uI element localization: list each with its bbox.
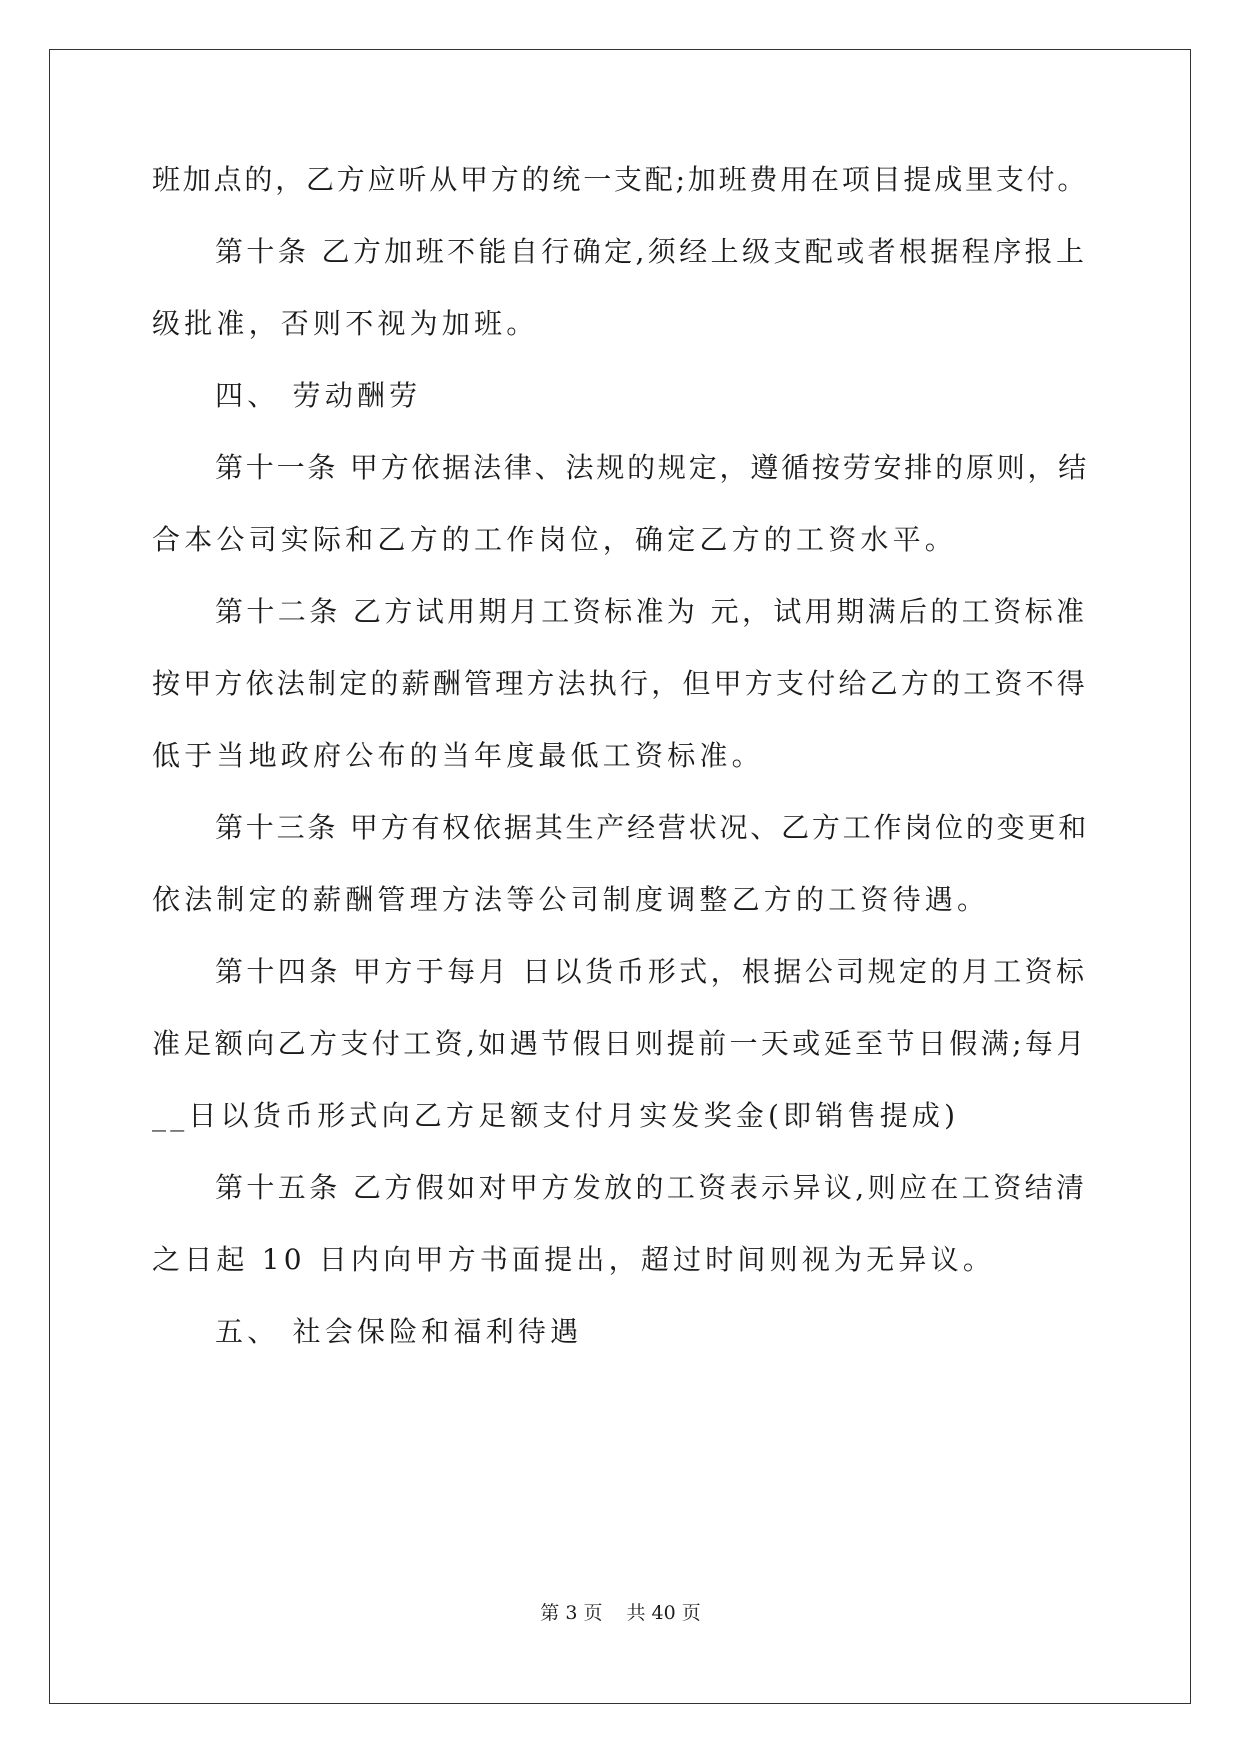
section-heading: 四、 劳动酬劳 xyxy=(215,379,422,412)
paragraph-line: 依法制定的薪酬管理方法等公司制度调整乙方的工资待遇。 xyxy=(152,883,990,916)
paragraph-line: 低于当地政府公布的当年度最低工资标准。 xyxy=(152,739,764,772)
paragraph-line: 班加点的，乙方应听从甲方的统一支配;加班费用在项目提成里支付。 xyxy=(152,163,1089,196)
paragraph-line: 第十一条 甲方依据法律、法规的规定，遵循按劳安排的原则，结 xyxy=(215,451,1090,484)
paragraph-line: 第十二条 乙方试用期月工资标准为 元，试用期满后的工资标准 xyxy=(215,595,1088,628)
paragraph-line: 第十四条 甲方于每月 日以货币形式，根据公司规定的月工资标 xyxy=(215,955,1088,988)
section-heading: 五、 社会保险和福利待遇 xyxy=(215,1315,583,1348)
page-border xyxy=(49,49,1191,1704)
paragraph-line: 合本公司实际和乙方的工作岗位，确定乙方的工资水平。 xyxy=(152,523,958,556)
paragraph-line: 第十三条 甲方有权依据其生产经营状况、乙方工作岗位的变更和 xyxy=(215,811,1090,844)
paragraph-line: 第十五条 乙方假如对甲方发放的工资表示异议,则应在工资结清 xyxy=(215,1171,1088,1204)
paragraph-line: 级批准，否则不视为加班。 xyxy=(152,307,539,340)
paragraph-line: 按甲方依法制定的薪酬管理方法执行，但甲方支付给乙方的工资不得 xyxy=(152,667,1089,700)
paragraph-line: 之日起 10 日内向甲方书面提出，超过时间则视为无异议。 xyxy=(152,1243,996,1276)
paragraph-line: 第十条 乙方加班不能自行确定,须经上级支配或者根据程序报上 xyxy=(215,235,1088,268)
page-number: 第 3 页 xyxy=(540,1602,603,1624)
page-total: 共 40 页 xyxy=(626,1602,701,1624)
paragraph-line: 准足额向乙方支付工资,如遇节假日则提前一天或延至节日假满;每月 xyxy=(152,1027,1088,1060)
paragraph-line: __日以货币形式向乙方足额支付月实发奖金(即销售提成) xyxy=(152,1099,960,1132)
page-footer xyxy=(0,1601,1241,1625)
